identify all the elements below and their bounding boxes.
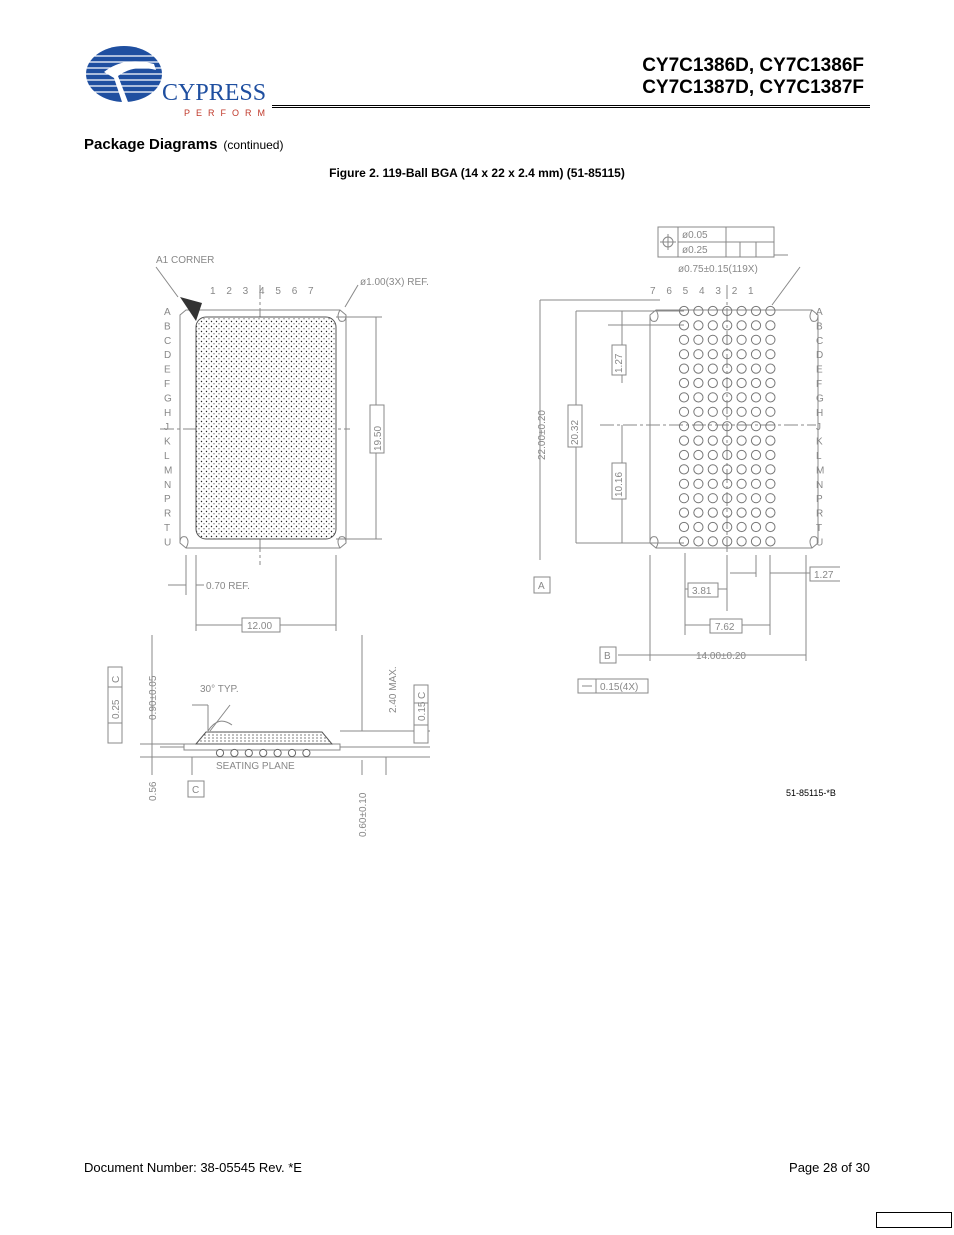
row-label-left: G [164,393,172,405]
row-label-left: R [164,508,172,520]
solder-ball [766,306,775,315]
dim-12-00: 12.00 [247,621,273,632]
solder-ball [766,364,775,373]
solder-ball [708,494,717,503]
row-label-right: F [816,379,823,390]
solder-ball [737,450,746,459]
row-label-left: L [164,451,170,462]
solder-ball [679,494,688,503]
document-title [642,55,864,99]
row-label-left: D [164,350,172,362]
solder-ball [679,335,688,344]
solder-ball [708,321,717,330]
section-continued: (continued) [223,138,284,152]
row-label-left: C [164,335,172,347]
solder-ball [694,422,703,431]
row-label-right: J [816,422,821,434]
row-label-right: T [816,523,823,534]
solder-ball [694,450,703,459]
solder-ball [708,522,717,531]
solder-ball [737,335,746,344]
dim-1-27-v: 1.27 [614,353,625,373]
solder-ball [694,350,703,359]
solder-ball [751,306,760,315]
footer-box [876,1212,952,1228]
solder-ball [751,407,760,416]
datum-c-side: C [111,675,122,683]
solder-ball [751,350,760,359]
row-label-right: G [816,393,824,405]
row-label-left: N [164,479,172,491]
solder-ball [766,321,775,330]
datum-c-box: C [192,785,200,796]
row-label-right: B [816,321,823,333]
section-title: Package Diagrams [84,136,218,153]
dim-20-32: 20.32 [570,419,581,445]
row-label-left: K [164,436,171,448]
solder-ball [737,364,746,373]
solder-ball [766,436,775,445]
datum-a: A [538,581,545,592]
solder-ball [708,450,717,459]
solder-ball [737,393,746,402]
row-label-left: U [164,537,172,549]
row-label-left: F [164,379,171,390]
solder-ball [679,407,688,416]
row-label-left: M [164,465,173,477]
dim-19-50: 19.50 [373,425,384,451]
seating-plane-label: SEATING PLANE [216,761,295,772]
solder-ball [679,508,688,517]
solder-ball [766,407,775,416]
solder-ball [708,422,717,431]
row-label-left: J [164,422,169,434]
solder-ball [766,537,775,546]
solder-ball [766,335,775,344]
solder-ball [708,537,717,546]
document-number: Document Number: 38-05545 Rev. *E [84,1160,302,1175]
dim-0-60: 0.60±0.10 [358,792,369,837]
flatness-0-15: 0.15 [417,701,428,721]
solder-ball [737,407,746,416]
ref-dia-label: ø1.00(3X) REF. [360,277,429,288]
ball-diameter-label: ø0.75±0.15(119X) [678,264,758,275]
side-solder-ball [274,749,281,756]
solder-ball [708,350,717,359]
solder-ball [694,522,703,531]
side-solder-ball [231,749,238,756]
side-solder-ball [303,749,310,756]
tol-0-25: ø0.25 [682,245,708,256]
solder-ball [679,364,688,373]
solder-ball [766,393,775,402]
tol-0-05: ø0.05 [682,230,708,241]
solder-ball [679,436,688,445]
solder-ball [737,306,746,315]
solder-ball [694,465,703,474]
flatness-0-15-4x: 0.15(4X) [600,682,639,693]
solder-ball [737,321,746,330]
solder-ball [694,306,703,315]
solder-ball [751,335,760,344]
dim-0-90: 0.90±0.05 [148,675,159,720]
solder-ball [708,393,717,402]
row-label-right: K [816,436,823,448]
solder-ball [679,350,688,359]
row-labels-left [164,307,172,548]
solder-ball [694,508,703,517]
solder-ball [708,407,717,416]
solder-ball [737,522,746,531]
dim-3-81: 3.81 [692,586,712,597]
row-label-left: T [164,523,171,534]
side-solder-ball [216,749,223,756]
solder-ball [751,508,760,517]
dim-7-62: 7.62 [715,622,735,633]
solder-ball [694,479,703,488]
solder-ball [694,436,703,445]
solder-ball [694,364,703,373]
solder-ball [679,378,688,387]
row-labels-right [816,307,824,548]
row-label-left: P [164,494,171,506]
solder-ball [766,494,775,503]
row-label-right: L [816,451,822,462]
solder-ball [751,450,760,459]
a1-corner-label: A1 CORNER [156,255,215,266]
solder-ball [751,494,760,503]
solder-ball [679,422,688,431]
solder-ball [679,450,688,459]
datum-c-flat: C [417,691,428,699]
solder-ball [708,378,717,387]
dim-0-70-ref: 0.70 REF. [206,581,250,592]
solder-ball [694,393,703,402]
dim-14-00: 14.00±0.20 [696,651,746,662]
solder-ball [694,378,703,387]
cypress-logo [84,42,270,120]
page-number: Page 28 of 30 [789,1160,870,1175]
row-label-right: P [816,494,823,506]
solder-ball [708,479,717,488]
solder-ball [679,479,688,488]
package-drawing [100,215,840,845]
title-line-2: CY7C1387D, CY7C1387F [642,77,864,98]
solder-ball [766,508,775,517]
solder-ball [694,494,703,503]
row-label-right: U [816,537,824,549]
solder-ball [766,479,775,488]
solder-ball [751,378,760,387]
section-heading [84,136,283,153]
solder-ball [737,479,746,488]
solder-ball [708,465,717,474]
row-label-right: E [816,364,823,376]
solder-ball [737,422,746,431]
dim-10-16: 10.16 [614,471,625,497]
row-label-left: B [164,321,171,333]
logo-wordmark: CYPRESS [162,80,267,106]
solder-ball [766,465,775,474]
solder-ball [751,465,760,474]
solder-ball [737,537,746,546]
header-rule [272,105,870,108]
dim-0-56: 0.56 [148,781,159,801]
row-label-right: C [816,335,824,347]
solder-ball [708,335,717,344]
solder-ball [751,364,760,373]
solder-ball [737,350,746,359]
row-label-right: A [816,307,823,318]
solder-ball [737,465,746,474]
row-label-left: H [164,407,172,419]
bottom-columns-label: 7 6 5 4 3 2 1 [650,286,758,297]
solder-ball [679,465,688,474]
solder-ball [751,393,760,402]
solder-ball [766,450,775,459]
figure-caption: Figure 2. 119-Ball BGA (14 x 22 x 2.4 mm) (51-85115) [329,166,625,180]
solder-ball [708,306,717,315]
datum-b: B [604,651,611,662]
dim-22-00: 22.00±0.20 [537,410,548,460]
solder-ball [679,522,688,531]
solder-ball [679,393,688,402]
side-solder-ball [260,749,267,756]
solder-ball [766,350,775,359]
solder-ball [737,378,746,387]
solder-ball [737,494,746,503]
solder-ball [708,364,717,373]
angle-30-typ: 30° TYP. [200,684,239,695]
solder-ball [751,479,760,488]
parallel-0-25: 0.25 [111,699,122,719]
side-solder-ball [245,749,252,756]
solder-ball [751,522,760,531]
dim-2-40-max: 2.40 MAX. [388,666,399,713]
solder-ball [737,436,746,445]
solder-ball [694,407,703,416]
solder-ball [694,537,703,546]
solder-ball [708,508,717,517]
solder-ball [751,537,760,546]
dim-1-27-h: 1.27 [814,570,834,581]
solder-ball [751,422,760,431]
solder-ball [708,436,717,445]
logo-globe-icon [85,46,163,102]
solder-ball [679,537,688,546]
solder-ball [751,436,760,445]
solder-ball [766,378,775,387]
solder-ball [737,508,746,517]
title-line-1: CY7C1386D, CY7C1386F [642,55,864,76]
side-solder-ball [288,749,295,756]
top-columns-label: 1 2 3 4 5 6 7 [210,286,318,297]
solder-ball [766,522,775,531]
solder-ball [751,321,760,330]
row-label-right: D [816,350,824,362]
row-label-right: N [816,479,824,491]
solder-ball [766,422,775,431]
row-label-left: A [164,307,171,318]
row-label-left: E [164,364,171,376]
solder-ball [694,321,703,330]
row-label-right: M [816,465,825,477]
row-label-right: R [816,508,824,520]
drawing-id: 51-85115-*B [786,788,836,798]
logo-tagline: PERFORM [184,108,270,118]
row-label-right: H [816,407,824,419]
solder-ball [694,335,703,344]
